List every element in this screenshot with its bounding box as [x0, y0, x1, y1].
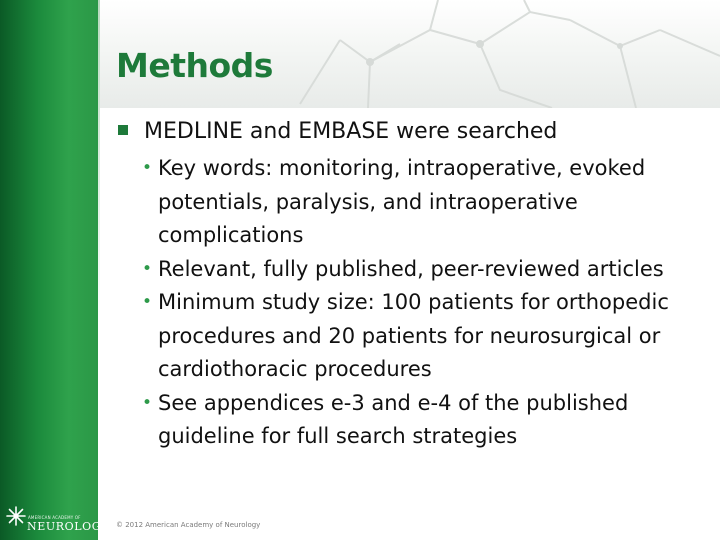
- logo-text-large: NEUROLOGY.: [27, 520, 112, 533]
- sidebar-band: [0, 0, 98, 540]
- sub-bullet-text: Minimum study size: 100 patients for orthopedic procedures and 20 patients for neurosurgical or cardiothoracic procedures: [158, 290, 669, 381]
- sub-bullet-text: See appendices e-3 and e-4 of the published guideline for full search strategies: [158, 390, 629, 448]
- aan-logo: [6, 504, 112, 536]
- round-bullet-icon: •: [142, 292, 153, 312]
- sub-bullet-item: [142, 253, 712, 287]
- bullet-text: MEDLINE and EMBASE were searched: [144, 119, 558, 144]
- round-bullet-icon: •: [142, 158, 153, 178]
- sub-bullet-item: [142, 152, 712, 253]
- square-bullet-icon: [118, 125, 128, 135]
- sub-bullet-item: [142, 387, 712, 454]
- slide-title: Methods: [116, 46, 273, 85]
- round-bullet-icon: •: [142, 392, 153, 413]
- sub-bullet-text: Relevant, fully published, peer-reviewed articles: [158, 256, 664, 281]
- neuron-star-icon: [6, 506, 26, 526]
- slide-body: [118, 118, 714, 454]
- sub-bullet-item: [142, 286, 712, 387]
- copyright-footer: © 2012 American Academy of Neurology: [116, 521, 261, 529]
- round-bullet-icon: •: [142, 258, 153, 279]
- logo-text-small: AMERICAN ACADEMY OF: [28, 515, 81, 520]
- sub-bullet-text: Key words: monitoring, intraoperative, evoked potentials, paralysis, and intraoperative complications: [158, 156, 646, 247]
- sub-bullet-list: [142, 152, 712, 454]
- bullet-item: [118, 118, 714, 146]
